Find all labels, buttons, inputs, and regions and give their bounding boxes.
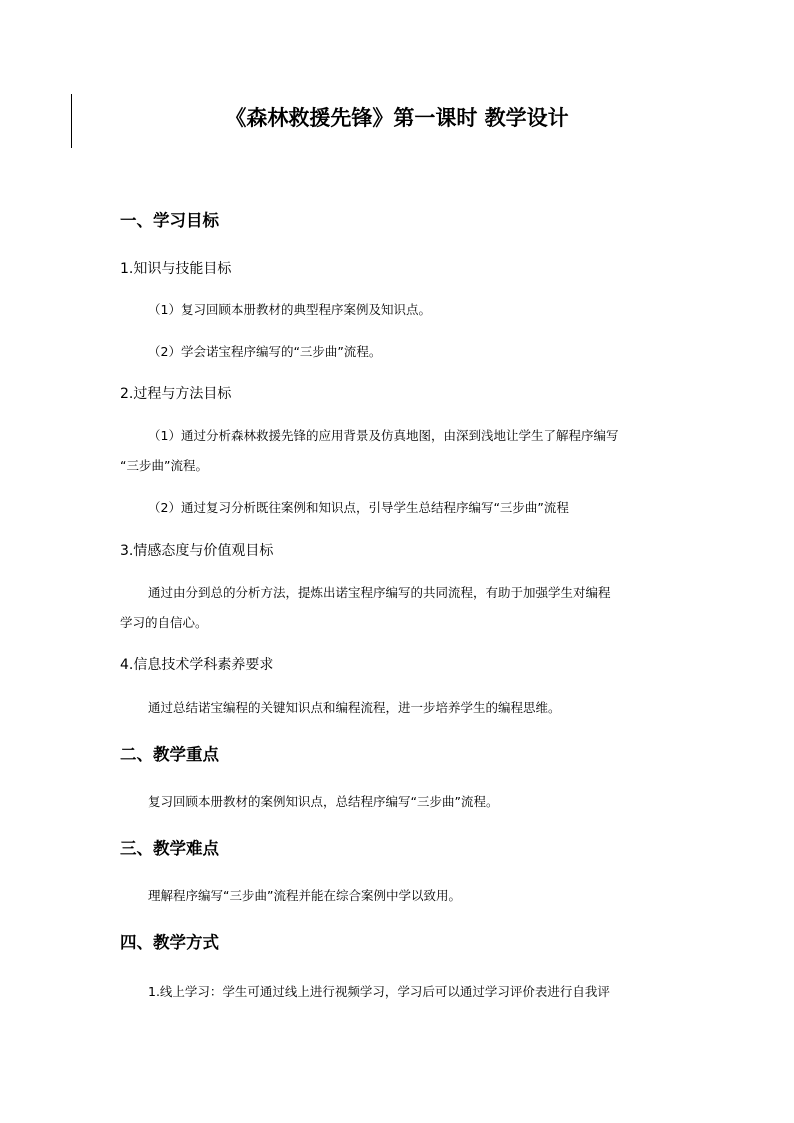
paragraph: 通过总结诺宝编程的关键知识点和编程流程，进一步培养学生的编程思维。 (148, 700, 561, 715)
paragraph: （1）复习回顾本册教材的典型程序案例及知识点。 (148, 302, 431, 317)
paragraph: （2）学会诺宝程序编写的“三步曲”流程。 (148, 344, 382, 359)
document-title: 《森林救援先锋》第一课时 教学设计 (225, 105, 569, 130)
paragraph-continuation: 学习的自信心。 (120, 615, 208, 630)
paragraph: （1）通过分析森林救援先锋的应用背景及仿真地图，由深到浅地让学生了解程序编写 (148, 428, 619, 443)
section-heading-teaching-methods: 四、教学方式 (120, 933, 219, 952)
subheading-knowledge-skills: 1.知识与技能目标 (120, 261, 232, 277)
subheading-process-method: 2.过程与方法目标 (120, 386, 232, 402)
paragraph: 通过由分到总的分析方法，提炼出诺宝程序编写的共同流程，有助于加强学生对编程 (148, 585, 611, 600)
paragraph: 理解程序编写“三步曲”流程并能在综合案例中学以致用。 (148, 888, 461, 903)
paragraph-continuation: “三步曲”流程。 (120, 458, 208, 473)
section-heading-objectives: 一、学习目标 (120, 211, 219, 230)
section-heading-difficulties: 三、教学难点 (120, 839, 219, 858)
paragraph: （2）通过复习分析既往案例和知识点，引导学生总结程序编写“三步曲”流程 (148, 500, 569, 515)
paragraph: 1.线上学习：学生可通过线上进行视频学习，学习后可以通过学习评价表进行自我评 (148, 984, 610, 999)
section-heading-key-points: 二、教学重点 (120, 745, 219, 764)
paragraph: 复习回顾本册教材的案例知识点，总结程序编写“三步曲”流程。 (148, 794, 499, 809)
subheading-it-literacy: 4.信息技术学科素养要求 (120, 657, 274, 673)
subheading-emotion-values: 3.情感态度与价值观目标 (120, 543, 274, 559)
